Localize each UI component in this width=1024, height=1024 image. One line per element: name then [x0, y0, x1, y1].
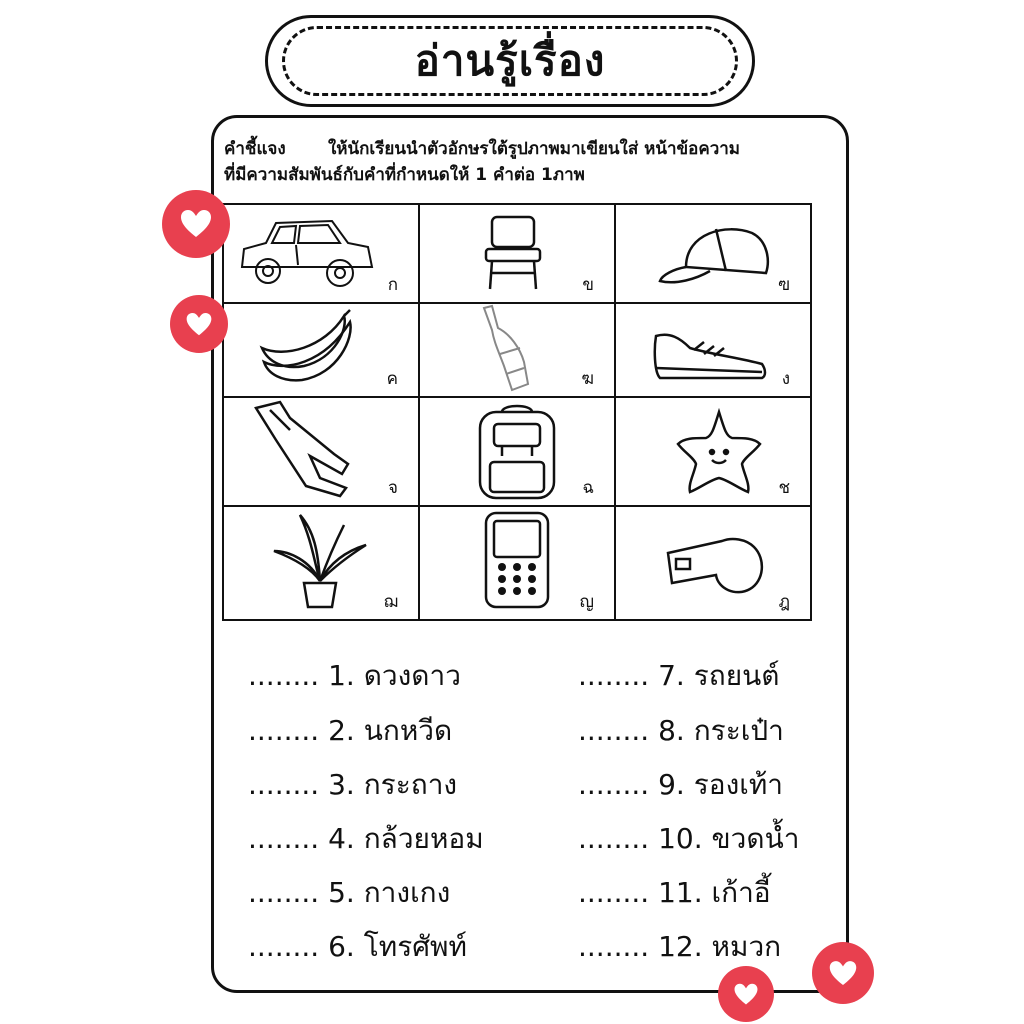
bottle-icon	[476, 304, 536, 394]
grid-cell	[224, 398, 420, 507]
instructions-line1: ให้นักเรียนนำตัวอักษรใต้รูปภาพมาเขียนใส่ หน้าข้อความ	[328, 139, 740, 159]
cell-letter: ฃ	[777, 275, 790, 295]
answer-item[interactable]	[248, 871, 450, 915]
grid-cell	[616, 398, 810, 507]
picture-grid	[222, 203, 812, 621]
grid-cell	[420, 507, 616, 619]
cell-letter: ญ	[579, 592, 594, 612]
answer-text: 2. นกหวีด	[328, 714, 453, 747]
answer-text: 7. รถยนต์	[658, 659, 780, 692]
cell-letter: ฌ	[383, 592, 398, 612]
answer-blank[interactable]: ........	[248, 768, 320, 801]
answer-item[interactable]	[248, 817, 484, 861]
answer-item[interactable]	[248, 925, 467, 969]
answer-blank[interactable]: ........	[248, 714, 320, 747]
chair-icon	[478, 213, 548, 293]
cell-letter: ค	[386, 369, 398, 389]
answer-item[interactable]	[248, 763, 457, 807]
shoe-icon	[650, 328, 770, 388]
backpack-icon	[472, 402, 562, 502]
cap-icon	[656, 219, 776, 294]
answer-text: 9. รองเท้า	[658, 768, 784, 801]
answer-blank[interactable]: ........	[248, 876, 320, 909]
answer-item[interactable]	[578, 654, 779, 698]
grid-cell	[224, 304, 420, 398]
answer-blank[interactable]: ........	[578, 930, 650, 963]
answer-blank[interactable]: ........	[578, 876, 650, 909]
pants-icon	[250, 400, 360, 500]
grid-cell	[616, 205, 810, 304]
heart-icon	[170, 295, 228, 353]
answer-blank[interactable]: ........	[248, 822, 320, 855]
plant-icon	[270, 511, 370, 611]
answer-text: 6. โทรศัพท์	[328, 930, 467, 963]
answer-text: 4. กล้วยหอม	[328, 822, 484, 855]
grid-cell	[224, 507, 420, 619]
star-icon	[674, 408, 764, 498]
instructions-label: คำชี้แจง	[224, 139, 286, 159]
answer-text: 1. ดวงดาว	[328, 659, 461, 692]
cell-letter: ข	[582, 275, 594, 295]
banana-icon	[254, 308, 364, 383]
answer-item[interactable]	[248, 709, 452, 753]
cell-letter: ง	[781, 369, 790, 389]
answer-blank[interactable]: ........	[248, 659, 320, 692]
heart-icon	[812, 942, 874, 1004]
grid-cell	[420, 205, 616, 304]
heart-icon	[718, 966, 774, 1022]
heart-icon	[162, 190, 230, 258]
answer-blank[interactable]: ........	[578, 714, 650, 747]
answer-item[interactable]	[578, 763, 783, 807]
answer-blank[interactable]: ........	[578, 659, 650, 692]
answer-item[interactable]	[248, 654, 461, 698]
grid-cell	[420, 304, 616, 398]
phone-icon	[482, 511, 552, 611]
instructions-line2: ที่มีความสัมพันธ์กับคำที่กำหนดให้ 1 คำต่อ 1ภาพ	[224, 165, 585, 185]
answer-blank[interactable]: ........	[248, 930, 320, 963]
answer-text: 10. ขวดน้ำ	[658, 822, 800, 855]
cell-letter: ก	[387, 275, 398, 295]
answer-text: 12. หมวก	[658, 930, 782, 963]
cell-letter: ฉ	[582, 478, 594, 498]
cell-letter: จ	[388, 478, 398, 498]
answer-text: 8. กระเป๋า	[658, 714, 784, 747]
answer-item[interactable]	[578, 925, 781, 969]
answer-item[interactable]	[578, 709, 784, 753]
answer-text: 5. กางเกง	[328, 876, 451, 909]
cell-letter: ฎ	[778, 592, 790, 612]
answer-blank[interactable]: ........	[578, 768, 650, 801]
grid-cell	[616, 304, 810, 398]
grid-cell	[616, 507, 810, 619]
cell-letter: ช	[778, 478, 790, 498]
instructions	[224, 136, 824, 188]
grid-cell	[224, 205, 420, 304]
answer-text: 3. กระถาง	[328, 768, 458, 801]
grid-cell	[420, 398, 616, 507]
answer-text: 11. เก้าอี้	[658, 876, 771, 909]
worksheet-title: อ่านรู้เรื่อง	[414, 36, 606, 85]
answer-blank[interactable]: ........	[578, 822, 650, 855]
whistle-icon	[662, 531, 772, 601]
answer-item[interactable]	[578, 817, 799, 861]
car-icon	[236, 215, 376, 295]
answer-item[interactable]	[578, 871, 771, 915]
cell-letter: ฆ	[581, 369, 594, 389]
